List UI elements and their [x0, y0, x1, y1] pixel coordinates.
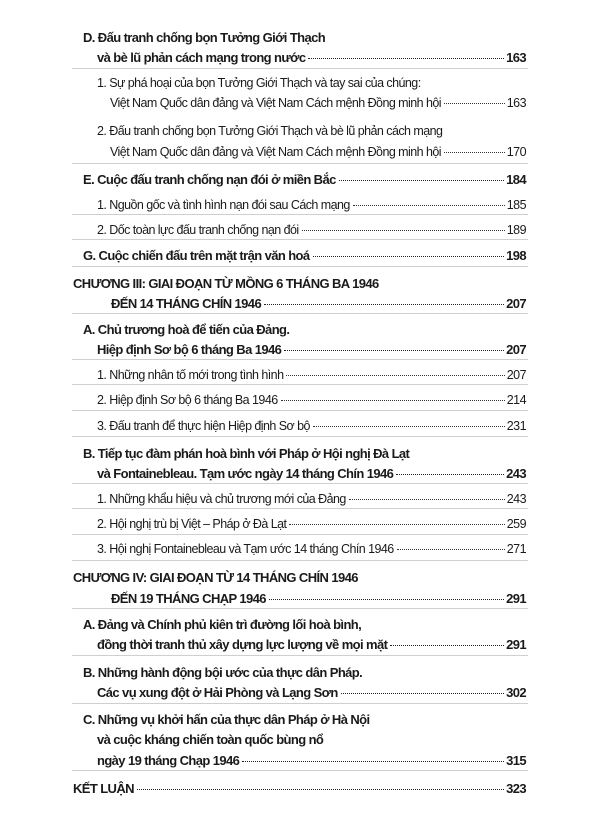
- toc-entry-title: 2. Đấu tranh chống bọn Tưởng Giới Thạch và bè lũ phản cách mạng: [97, 124, 443, 138]
- toc-entry-page-number: 315: [506, 753, 526, 768]
- toc-entry-page-number: 271: [506, 542, 526, 556]
- toc-entry: [97, 466, 526, 481]
- toc-entry-page-number: 259: [506, 517, 526, 531]
- toc-entry-page-number: 170: [506, 145, 526, 159]
- dot-leader: [349, 499, 505, 500]
- toc-entry: [97, 50, 526, 65]
- toc-entry-page-number: 189: [506, 223, 526, 237]
- toc-entry-page-number: 207: [506, 342, 526, 357]
- row-separator: [72, 384, 528, 385]
- toc-entry: [111, 296, 526, 311]
- toc-entry-title: đồng thời tranh thủ xây dựng lực lượng về mọi mặt: [97, 637, 388, 652]
- toc-entry-page-number: 198: [506, 248, 526, 263]
- dot-leader: [339, 180, 504, 181]
- toc-entry-title: 1. Nguồn gốc và tình hình nạn đói sau Cách mạng: [97, 198, 350, 212]
- toc-entry-title: CHƯƠNG III: GIAI ĐOẠN TỪ MỒNG 6 THÁNG BA 1946: [73, 276, 379, 291]
- toc-entry-title: Việt Nam Quốc dân đảng và Việt Nam Cách mệnh Đồng minh hội: [110, 96, 442, 110]
- dot-leader: [281, 400, 505, 401]
- dot-leader: [242, 761, 504, 762]
- toc-entry: [97, 542, 526, 556]
- dot-leader: [313, 426, 505, 427]
- toc-entry: [73, 781, 526, 796]
- toc-entry-title: 1. Những khẩu hiệu và chủ trương mới của Đảng: [97, 492, 346, 506]
- dot-leader: [284, 350, 504, 351]
- toc-entry: [97, 223, 526, 237]
- toc-entry: [83, 248, 526, 263]
- row-separator: [72, 655, 528, 656]
- row-separator: [72, 436, 528, 437]
- toc-entry-title: 2. Hiệp định Sơ bộ 6 tháng Ba 1946: [97, 393, 278, 407]
- toc-entry-page-number: 291: [506, 637, 526, 652]
- toc-entry-title: B. Tiếp tục đàm phán hoà bình với Pháp ở Hội nghị Đà Lạt: [83, 446, 410, 461]
- toc-entry-page-number: 207: [506, 368, 526, 382]
- toc-entry-title: và cuộc kháng chiến toàn quốc bùng nổ: [97, 732, 324, 747]
- dot-leader: [264, 304, 504, 305]
- toc-entry: [110, 96, 526, 110]
- dot-leader: [286, 375, 504, 376]
- toc-entry-title: A. Đảng và Chính phủ kiên trì đường lối hoà bình,: [83, 617, 362, 632]
- row-separator: [72, 239, 528, 240]
- dot-leader: [444, 152, 505, 153]
- row-separator: [72, 410, 528, 411]
- dot-leader: [390, 645, 504, 646]
- toc-entry-title: A. Chủ trương hoà để tiến của Đảng.: [83, 322, 290, 337]
- toc-entry-title: ngày 19 tháng Chạp 1946: [97, 753, 240, 768]
- row-separator: [72, 608, 528, 609]
- dot-leader: [308, 58, 504, 59]
- row-separator: [72, 534, 528, 535]
- row-separator: [72, 359, 528, 360]
- toc-entry-page-number: 243: [506, 466, 526, 481]
- row-separator: [72, 163, 528, 164]
- toc-entry: [97, 685, 526, 700]
- toc-entry-title: D. Đấu tranh chống bọn Tưởng Giới Thạch: [83, 30, 326, 45]
- toc-entry-title: Việt Nam Quốc dân đảng và Việt Nam Cách mệnh Đồng minh hội: [110, 145, 442, 159]
- dot-leader: [313, 256, 505, 257]
- toc-entry-title: và bè lũ phản cách mạng trong nước: [97, 50, 306, 65]
- toc-entry-title: E. Cuộc đấu tranh chống nạn đói ở miền Bắc: [83, 172, 336, 187]
- toc-entry-page-number: 302: [506, 685, 526, 700]
- toc-entry-page-number: 163: [506, 96, 526, 110]
- row-separator: [72, 68, 528, 69]
- row-separator: [72, 266, 528, 267]
- toc-entry-title: ĐẾN 19 THÁNG CHẠP 1946: [111, 591, 266, 606]
- dot-leader: [397, 549, 505, 550]
- row-separator: [72, 214, 528, 215]
- toc-entry-title: 3. Hội nghị Fontainebleau và Tạm ước 14 tháng Chín 1946: [97, 542, 394, 556]
- toc-entry-page-number: 323: [506, 781, 526, 796]
- toc-entry-title: G. Cuộc chiến đấu trên mặt trận văn hoá: [83, 248, 310, 263]
- toc-entry: [97, 517, 526, 531]
- toc-entry-page-number: 207: [506, 296, 526, 311]
- toc-entry: [111, 591, 526, 606]
- dot-leader: [302, 230, 505, 231]
- toc-entry: [97, 393, 526, 407]
- dot-leader: [269, 599, 504, 600]
- toc-entry-title: ĐẾN 14 THÁNG CHÍN 1946: [111, 296, 262, 311]
- toc-entry: [97, 342, 526, 357]
- row-separator: [72, 560, 528, 561]
- toc-entry-page-number: 243: [506, 492, 526, 506]
- dot-leader: [396, 474, 504, 475]
- toc-entry: [97, 368, 526, 382]
- toc-entry-title: B. Những hành động bội ước của thực dân Pháp.: [83, 665, 363, 680]
- toc-entry-title: Hiệp định Sơ bộ 6 tháng Ba 1946: [97, 342, 282, 357]
- toc-entry-page-number: 231: [506, 419, 526, 433]
- toc-entry: [97, 198, 526, 212]
- toc-entry: [97, 419, 526, 433]
- toc-entry-title: và Fontainebleau. Tạm ước ngày 14 tháng Chín 1946: [97, 466, 394, 481]
- toc-entry-title: 2. Dốc toàn lực đấu tranh chống nạn đói: [97, 223, 299, 237]
- toc-entry: [83, 172, 526, 187]
- toc-entry-title: CHƯƠNG IV: GIAI ĐOẠN TỪ 14 THÁNG CHÍN 1946: [73, 570, 358, 585]
- dot-leader: [353, 205, 505, 206]
- toc-entry-page-number: 291: [506, 591, 526, 606]
- toc-entry-title: 3. Đấu tranh để thực hiện Hiệp định Sơ bộ: [97, 419, 310, 433]
- toc-entry-page-number: 184: [506, 172, 526, 187]
- toc-entry: [110, 145, 526, 159]
- toc-entry: [97, 753, 526, 768]
- toc-entry-page-number: 163: [506, 50, 526, 65]
- row-separator: [72, 703, 528, 704]
- row-separator: [72, 483, 528, 484]
- dot-leader: [137, 789, 504, 790]
- toc-entry-title: C. Những vụ khởi hấn của thực dân Pháp ở Hà Nội: [83, 712, 370, 727]
- toc-entry-page-number: 214: [506, 393, 526, 407]
- toc-entry-page-number: 185: [506, 198, 526, 212]
- toc-entry: [97, 492, 526, 506]
- toc-entry-title: 1. Những nhân tố mới trong tình hình: [97, 368, 284, 382]
- toc-entry-title: 2. Hội nghị trù bị Việt – Pháp ở Đà Lạt: [97, 517, 287, 531]
- row-separator: [72, 313, 528, 314]
- toc-entry: [97, 637, 526, 652]
- toc-entry-title: KẾT LUẬN: [73, 781, 134, 796]
- dot-leader: [341, 693, 504, 694]
- dot-leader: [289, 524, 504, 525]
- toc-entry-title: 1. Sự phá hoại của bọn Tưởng Giới Thạch và tay sai của chúng:: [97, 76, 421, 90]
- row-separator: [72, 770, 528, 771]
- dot-leader: [444, 103, 505, 104]
- toc-entry-title: Các vụ xung đột ở Hải Phòng và Lạng Sơn: [97, 685, 338, 700]
- row-separator: [72, 508, 528, 509]
